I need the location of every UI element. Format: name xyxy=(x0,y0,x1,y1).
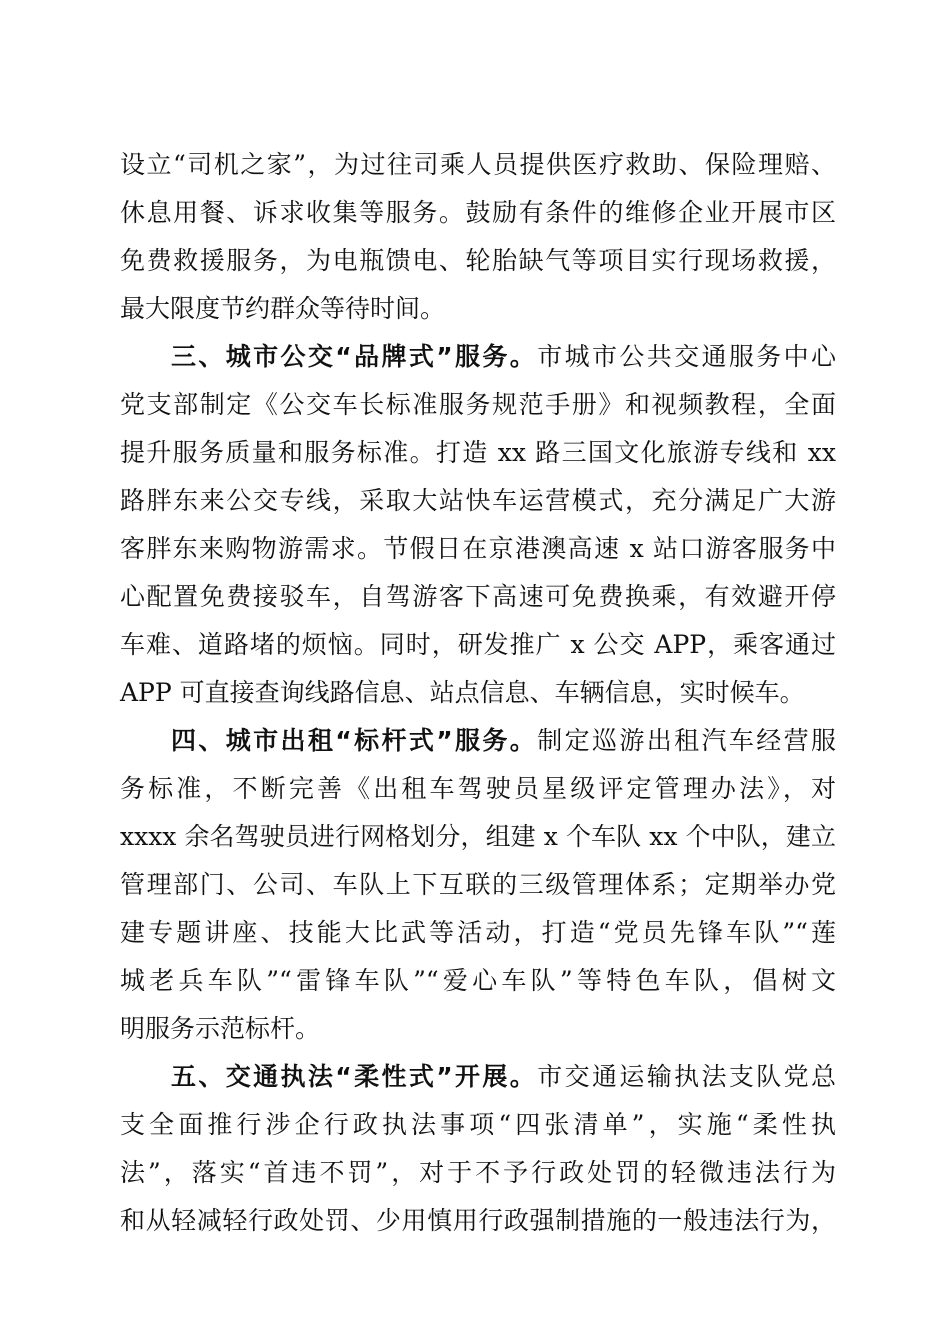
document-page xyxy=(120,141,836,1245)
text-line: 心配置免费接驳车，自驾游客下高速可免费换乘，有效避开停 xyxy=(120,582,836,611)
text-line: 最大限度节约群众等待时间。 xyxy=(120,294,446,323)
text-run: 市交通运输执法支队党总 xyxy=(537,1062,836,1091)
text-line: 休息用餐、诉求收集等服务。鼓励有条件的维修企业开展市区 xyxy=(120,198,836,227)
paragraph-taxi-service xyxy=(120,717,836,1053)
text-run: 市城市公共交通服务中心 xyxy=(537,342,836,371)
text-line: 设立“司机之家”，为过往司乘人员提供医疗救助、保险理赔、 xyxy=(120,150,836,179)
text-line: 支全面推行涉企行政执法事项“四张清单”，实施“柔性执 xyxy=(120,1110,836,1139)
paragraph-law-enforcement xyxy=(120,1053,836,1245)
paragraph-first-line xyxy=(120,1053,836,1101)
text-line: 客胖东来购物游需求。节假日在京港澳高速 x 站口游客服务中 xyxy=(120,534,836,563)
text-line: xxxx 余名驾驶员进行网格划分，组建 x 个车队 xx 个中队，建立 xyxy=(120,822,836,851)
text-line: 和从轻减轻行政处罚、少用慎用行政强制措施的一般违法行为， xyxy=(120,1206,836,1235)
paragraph-first-line xyxy=(120,333,836,381)
text-line: 务标准，不断完善《出租车驾驶员星级评定管理办法》，对 xyxy=(120,774,836,803)
text-line: 管理部门、公司、车队上下互联的三级管理体系；定期举办党 xyxy=(120,870,836,899)
text-run: 制定巡游出租汽车经营服 xyxy=(537,726,836,755)
text-line: APP 可直接查询线路信息、站点信息、车辆信息，实时候车。 xyxy=(120,678,805,707)
text-line: 路胖东来公交专线，采取大站快车运营模式，充分满足广大游 xyxy=(120,486,836,515)
text-line: 城老兵车队”“雷锋车队”“爱心车队”等特色车队，倡树文 xyxy=(120,966,836,995)
text-line: 明服务示范标杆。 xyxy=(120,1014,321,1043)
paragraph-bus-service xyxy=(120,333,836,717)
paragraph-first-line xyxy=(120,717,836,765)
text-line: 提升服务质量和服务标准。打造 xx 路三国文化旅游专线和 xx xyxy=(120,438,836,467)
section-heading: 三、城市公交“品牌式”服务。 xyxy=(171,342,538,371)
text-line: 免费救援服务，为电瓶馈电、轮胎缺气等项目实行现场救援， xyxy=(120,246,836,275)
text-line: 建专题讲座、技能大比武等活动，打造“党员先锋车队”“莲 xyxy=(120,918,836,947)
paragraph-service-continuation xyxy=(120,141,836,333)
text-line: 党支部制定《公交车长标准服务规范手册》和视频教程，全面 xyxy=(120,390,836,419)
text-line: 法”，落实“首违不罚”，对于不予行政处罚的轻微违法行为 xyxy=(120,1158,836,1187)
section-heading: 五、交通执法“柔性式”开展。 xyxy=(171,1062,538,1091)
section-heading: 四、城市出租“标杆式”服务。 xyxy=(171,726,538,755)
text-line: 车难、道路堵的烦恼。同时，研发推广 x 公交 APP，乘客通过 xyxy=(120,630,836,659)
